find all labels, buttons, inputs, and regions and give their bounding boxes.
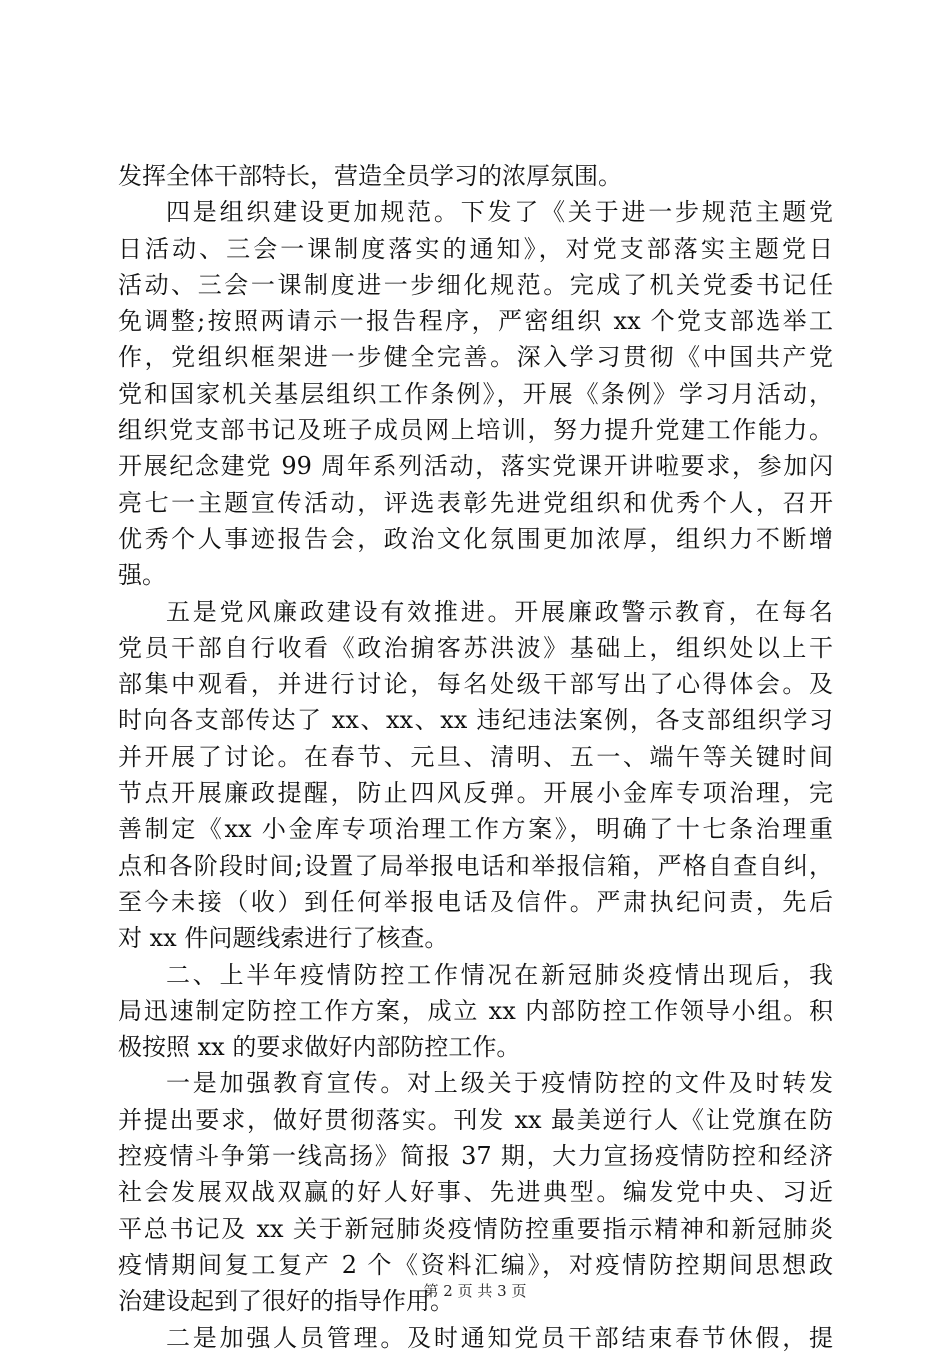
paragraph-line: 控疫情斗争第一线高扬》简报 37 期，大力宣扬疫情防控和经济 <box>118 1142 833 1171</box>
paragraph-line: 对 xx 件问题线索进行了核查。 <box>118 924 449 953</box>
paragraph-line: 部集中观看，并进行讨论，每名处级干部写出了心得体会。及 <box>118 670 833 699</box>
paragraph-line: 免调整;按照两请示一报告程序，严密组织 xx 个党支部选举工 <box>118 307 833 336</box>
paragraph-line: 四是组织建设更加规范。下发了《关于进一步规范主题党 <box>166 198 833 227</box>
page-footer: 第 2 页 共 3 页 <box>423 1282 527 1300</box>
paragraph-line: 优秀个人事迹报告会，政治文化氛围更加浓厚，组织力不断增 <box>118 524 833 553</box>
paragraph-line: 疫情期间复工复产 2 个《资料汇编》，对疫情防控期间思想政 <box>118 1250 833 1279</box>
paragraph-line: 极按照 xx 的要求做好内部防控工作。 <box>118 1033 521 1062</box>
paragraph <box>118 957 833 1066</box>
paragraph-line: 二是加强人员管理。及时通知党员干部结束春节休假，提 <box>166 1323 833 1352</box>
paragraph <box>118 1320 833 1356</box>
paragraph-line: 时向各支部传达了 xx、xx、xx 违纪违法案例，各支部组织学习 <box>118 706 833 735</box>
paragraph-line: 开展纪念建党 99 周年系列活动，落实党课开讲啦要求，参加闪 <box>118 452 833 481</box>
paragraph-line: 亮七一主题宣传活动，评选表彰先进党组织和优秀个人，召开 <box>118 488 833 517</box>
paragraph-line: 发挥全体干部特长，营造全员学习的浓厚氛围。 <box>118 162 622 190</box>
paragraph <box>118 594 833 957</box>
paragraph-line: 并提出要求，做好贯彻落实。刊发 xx 最美逆行人《让党旗在防 <box>118 1105 833 1134</box>
paragraph-line: 五是党风廉政建设有效推进。开展廉政警示教育，在每名 <box>166 597 833 626</box>
paragraph-line: 强。 <box>118 561 166 590</box>
paragraph <box>118 194 833 593</box>
paragraph-line: 党员干部自行收看《政治掮客苏洪波》基础上，组织处以上干 <box>118 633 833 662</box>
paragraph-line: 活动、三会一课制度进一步细化规范。完成了机关党委书记任 <box>118 270 833 299</box>
paragraph-line: 节点开展廉政提醒，防止四风反弹。开展小金库专项治理，完 <box>118 779 833 808</box>
paragraph-line: 社会发展双战双赢的好人好事、先进典型。编发党中央、习近 <box>118 1178 833 1207</box>
paragraph-line: 组织党支部书记及班子成员网上培训，努力提升党建工作能力。 <box>118 416 833 445</box>
document-body <box>118 158 833 1356</box>
paragraph-line: 作，党组织框架进一步健全完善。深入学习贯彻《中国共产党 <box>118 343 833 372</box>
paragraph-line: 二、上半年疫情防控工作情况在新冠肺炎疫情出现后，我 <box>166 960 833 989</box>
paragraph-line: 点和各阶段时间;设置了局举报电话和举报信箱，严格自查自纠， <box>118 851 833 880</box>
paragraph-line: 党和国家机关基层组织工作条例》，开展《条例》学习月活动， <box>118 379 833 408</box>
paragraph-line: 至今未接（收）到任何举报电话及信件。严肃执纪问责，先后 <box>118 887 833 916</box>
paragraph <box>118 158 833 194</box>
paragraph-line: 日活动、三会一课制度落实的通知》，对党支部落实主题党日 <box>118 234 833 263</box>
paragraph-line: 平总书记及 xx 关于新冠肺炎疫情防控重要指示精神和新冠肺炎 <box>118 1214 833 1243</box>
paragraph-line: 局迅速制定防控工作方案，成立 xx 内部防控工作领导小组。积 <box>118 996 833 1025</box>
paragraph-line: 并开展了讨论。在春节、元旦、清明、五一、端午等关键时间 <box>118 742 833 771</box>
paragraph-line: 一是加强教育宣传。对上级关于疫情防控的文件及时转发 <box>166 1069 833 1098</box>
paragraph-line: 治建设起到了很好的指导作用。 <box>118 1287 454 1316</box>
paragraph-line: 善制定《xx 小金库专项治理工作方案》，明确了十七条治理重 <box>118 815 833 844</box>
